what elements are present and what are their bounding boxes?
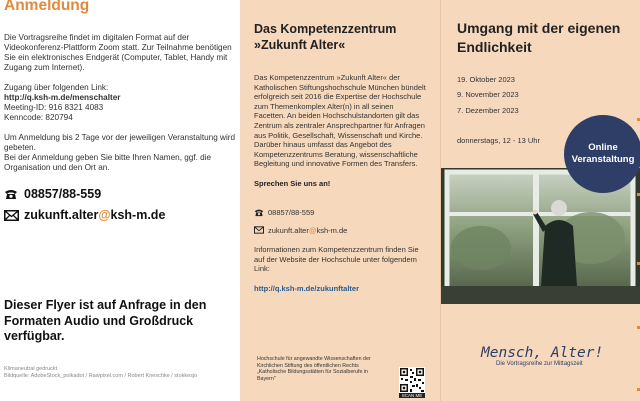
flyer-format-note: Dieser Flyer ist auf Anfrage in den Formaten Audio und Großdruck verfügbar.	[4, 298, 207, 343]
zoom-description: Die Vortragsreihe findet im digitalen Format auf der Videokonferenz-Plattform Zoom statt. Zur Teilnahme benötigen Sie ein elektronisches Endgerät (Computer, Tablet, Handy mit Zugang zum Internet).	[4, 33, 232, 72]
website-link[interactable]: http://q.ksh-m.de/zukunftalter	[254, 283, 359, 293]
registration-note	[4, 133, 236, 173]
institution-address: Hochschule für angewandte Wissenschaften der Kirchlichen Stiftung des öffentlichen Rechts „Katholische Bildungsstätten für Sozialberufe in Bayern"	[257, 356, 371, 382]
event-time: donnerstags, 12 - 13 Uhr	[457, 136, 540, 145]
zoom-link[interactable]: http://q.ksh-m.de/menschalter	[4, 93, 121, 102]
footnote-image-credits: Bildquelle: AdobeStock_polkadot / Rawpixel.com / Robert Kneschke / stokkesjo	[4, 373, 198, 379]
registration-text-2: Bei der Anmeldung geben Sie bitte Ihren Namen, ggf. die Organisation und den Ort an.	[4, 153, 212, 172]
registration-heading: Anmeldung	[4, 0, 90, 14]
zoom-access-block	[4, 83, 236, 123]
event-date-2: 9. November 2023	[457, 90, 519, 99]
phone-contact[interactable]	[4, 187, 236, 201]
email-at-sign: @	[98, 208, 111, 222]
right-panel	[440, 0, 640, 401]
phone-icon	[254, 208, 266, 217]
badge-line-2: Veranstaltung	[571, 154, 635, 165]
email-contact[interactable]	[4, 208, 236, 222]
series-subtitle: Die Vortragsreihe zur Mittagszeit	[496, 361, 583, 367]
website-info: Informationen zum Kompetenzzentrum finden Sie auf der Website der Hochschule unter folgendem Link:	[254, 244, 419, 274]
center-phone-contact[interactable]	[254, 208, 426, 217]
meeting-id: Meeting-ID: 916 8321 4083	[4, 103, 104, 112]
kenncode: Kenncode: 820794	[4, 113, 73, 122]
email-domain: ksh-m.de	[110, 208, 166, 222]
envelope-icon	[254, 226, 266, 234]
series-title: Umgang mit der eigenen Endlichkeit	[457, 20, 621, 55]
phone-icon	[4, 188, 20, 200]
footnote-climate: Klimaneutral gedruckt.	[4, 366, 59, 372]
center-title	[254, 21, 426, 53]
left-panel	[0, 0, 240, 401]
zoom-intro: Zugang über folgenden Link:	[4, 83, 109, 92]
envelope-icon	[4, 210, 20, 221]
center-email-at-sign: @	[308, 225, 317, 235]
center-title-line-1: Das Kompetenzzentrum	[254, 22, 397, 36]
phone-number: 08857/88-559	[24, 187, 102, 201]
center-title-line-2: »Zukunft Alter«	[254, 38, 346, 52]
center-phone-number: 08857/88-559	[268, 207, 315, 217]
footnote	[4, 366, 234, 380]
center-description: Das Kompetenzzentrum »Zukunft Alter« der Katholischen Stiftungshochschule München bündelt erfolgreich seit 2016 die Expertise der Hochschule zum Themenkomplex Alter(n) in all seinen Facetten. An beiden Hochschulstandorten gilt das Zentrum als zentraler Ansprechpartner für Anfragen aus Politik, Gesellschaft, Wissenschaft und Kirche. Darüber hinaus umfasst das Angebot des Kompetenzzentrums Beratung, wissenschaftliche Begleitung und innovative Formen des Transfers.	[254, 73, 426, 169]
badge-line-1: Online	[588, 142, 618, 153]
email-user: zukunft.alter	[24, 208, 99, 222]
center-email-domain: ksh-m.de	[316, 225, 348, 235]
middle-panel	[240, 0, 440, 401]
online-event-badge	[564, 115, 640, 193]
qr-scan-label: SCAN ME	[399, 393, 425, 398]
center-email-contact[interactable]	[254, 226, 426, 235]
center-email-user: zukunft.alter	[268, 225, 309, 235]
registration-text-1: Um Anmeldung bis 2 Tage vor der jeweiligen Veranstaltung wird gebeten.	[4, 133, 236, 152]
event-date-3: 7. Dezember 2023	[457, 106, 519, 115]
series-brand: Mensch, Alter!	[481, 345, 604, 361]
contact-us-heading: Sprechen Sie uns an!	[254, 178, 331, 188]
event-date-1: 19. Oktober 2023	[457, 75, 515, 84]
qr-code[interactable]	[399, 367, 425, 393]
